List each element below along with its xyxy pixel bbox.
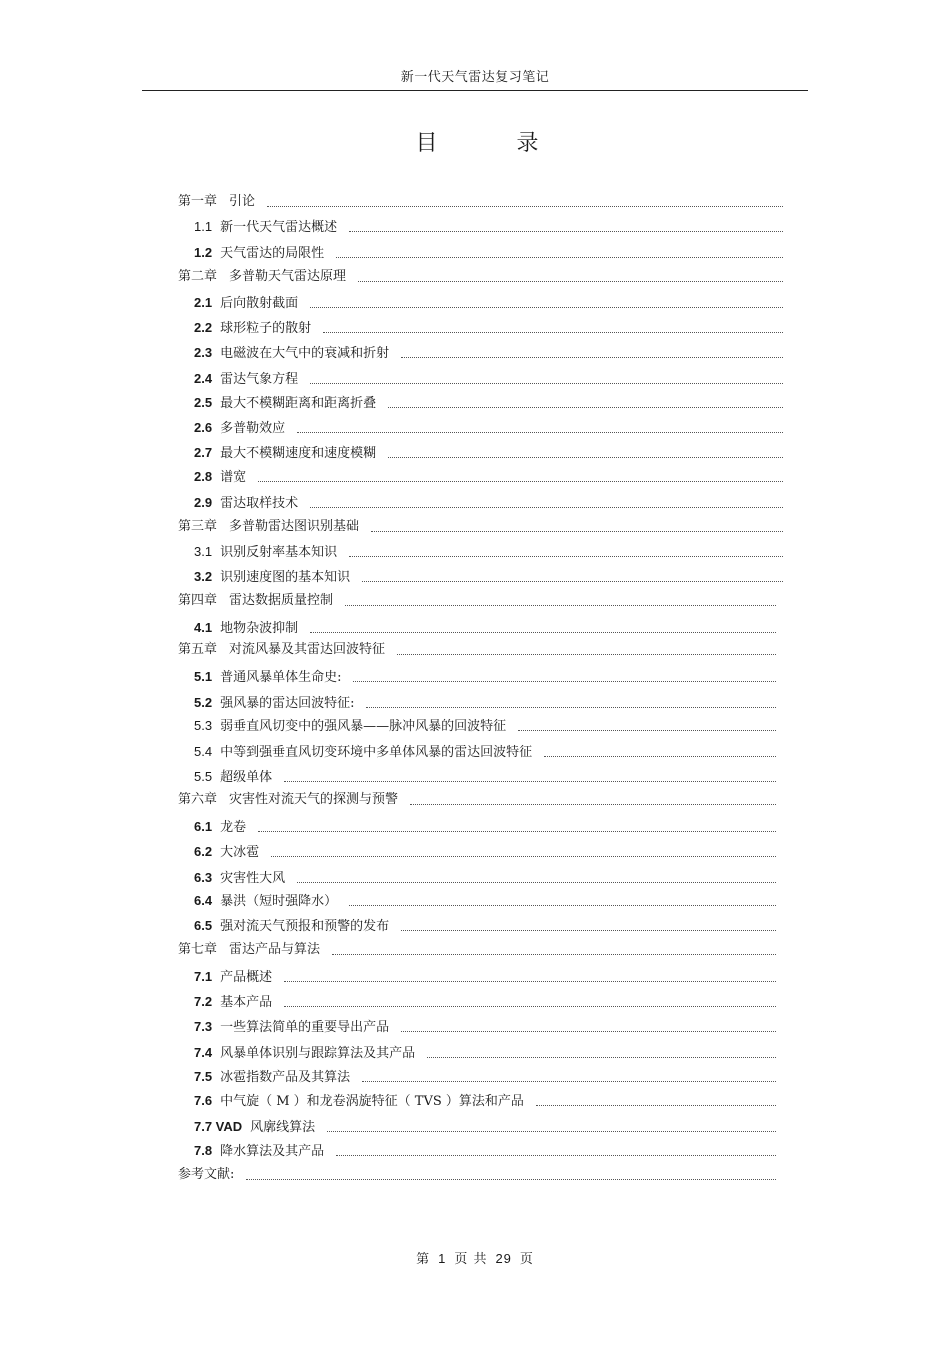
toc-entry-number: 第五章 — [178, 642, 218, 657]
toc-entry-label — [194, 292, 298, 315]
toc-dot-leader — [544, 756, 776, 757]
toc-dot-leader — [362, 1081, 776, 1082]
toc-entry-label — [194, 715, 506, 738]
toc-entry-label — [178, 789, 398, 811]
toc-entry-label — [194, 1116, 315, 1139]
toc-dot-leader — [536, 1105, 776, 1106]
toc-entry-label — [194, 392, 376, 415]
toc-entry-number: 5.2 — [194, 695, 213, 710]
toc-entry-label — [194, 991, 272, 1014]
toc-dot-leader — [310, 383, 783, 384]
toc-entry-label — [178, 191, 255, 213]
toc-entry-number: 5.5 — [194, 769, 213, 784]
running-header: 新一代天气雷达复习笔记 — [400, 70, 550, 85]
toc-dot-leader — [258, 481, 783, 482]
toc-entry-title: 最大不模糊距离和距离折叠 — [220, 396, 377, 411]
toc-entry-number: 7.2 — [194, 994, 213, 1009]
toc-entry-title: 引论 — [229, 194, 256, 209]
header-rule — [142, 90, 808, 91]
toc-entry-title: 中等到强垂直风切变环境中多单体风暴的雷达回波特征 — [220, 745, 533, 760]
toc-dot-leader — [258, 831, 776, 832]
footer-page-number: 1 — [438, 1251, 447, 1266]
toc-entry-number: 6.4 — [194, 893, 213, 908]
toc-entry-label — [194, 417, 285, 440]
toc-dot-leader — [388, 457, 783, 458]
toc-entry-title: 雷达数据质量控制 — [229, 593, 334, 608]
toc-entry-title: 识别速度图的基本知识 — [220, 570, 351, 585]
toc-entry-label — [178, 590, 333, 612]
toc-dot-leader — [327, 1131, 776, 1132]
toc-entry-title: 风廓线算法 — [250, 1120, 316, 1135]
toc-entry-title: 识别反射率基本知识 — [220, 545, 338, 560]
toc-entry-label — [178, 516, 359, 538]
toc-dot-leader — [349, 905, 776, 906]
toc-entry-title: 灾害性大风 — [220, 871, 286, 886]
toc-dot-leader — [271, 856, 776, 857]
toc-entry-number: 7.3 — [194, 1019, 213, 1034]
toc-entry-label — [194, 1042, 415, 1065]
toc-entry-title: 天气雷达的局限性 — [220, 246, 325, 261]
toc-dot-leader — [401, 930, 776, 931]
toc-entry-title: 超级单体 — [220, 770, 273, 785]
toc-dot-leader — [323, 332, 783, 333]
toc-entry-number: 第一章 — [178, 194, 218, 209]
footer-suffix: 页 — [519, 1252, 534, 1267]
toc-dot-leader — [310, 507, 783, 508]
toc-entry-number: 6.5 — [194, 918, 213, 933]
toc-entry-title: 最大不模糊速度和速度模糊 — [220, 446, 377, 461]
toc-entry-number: 第六章 — [178, 792, 218, 807]
toc-entry-number: 3.2 — [194, 569, 213, 584]
toc-entry-label — [194, 541, 337, 564]
toc-entry-title: 中气旋（ M ）和龙卷涡旋特征（ TVS ）算法和产品 — [220, 1094, 524, 1109]
toc-entry-label — [194, 342, 389, 365]
toc-entry-title: 多普勒效应 — [220, 421, 286, 436]
toc-dot-leader — [353, 681, 776, 682]
toc-dot-leader — [345, 605, 776, 606]
toc-entry-title: 龙卷 — [220, 820, 247, 835]
toc-entry-label — [194, 368, 298, 391]
toc-entry-number: 2.9 — [194, 495, 213, 510]
toc-dot-leader — [349, 556, 783, 557]
toc-entry-number: 6.1 — [194, 819, 213, 834]
toc-entry-title: 多普勒天气雷达原理 — [229, 269, 347, 284]
toc-entry-number: 7.8 — [194, 1143, 213, 1158]
toc-entry-number: 第三章 — [178, 519, 218, 534]
toc-entry-title: 强风暴的雷达回波特征: — [220, 696, 355, 711]
footer-prefix: 第 — [416, 1252, 431, 1267]
toc-dot-leader — [397, 654, 776, 655]
toc-entry-label — [194, 867, 285, 890]
toc-entry-title: 普通风暴单体生命史: — [220, 670, 342, 685]
toc-entry-number: 7.5 — [194, 1069, 213, 1084]
toc-entry-label — [194, 466, 246, 489]
toc-entry-label — [194, 317, 311, 340]
toc-entry-title: 新一代天气雷达概述 — [220, 220, 338, 235]
toc-entry-title: 谱宽 — [220, 470, 247, 485]
toc-entry-label — [194, 890, 337, 913]
toc-dot-leader — [401, 357, 783, 358]
toc-entry-title: 电磁波在大气中的衰减和折射 — [220, 346, 390, 361]
toc-entry-number: 7.6 — [194, 1093, 213, 1108]
toc-dot-leader — [284, 1006, 776, 1007]
toc-entry-number: 3.1 — [194, 544, 213, 559]
toc-entry-label — [194, 242, 324, 265]
toc-dot-leader — [336, 257, 783, 258]
toc-entry-label — [194, 1066, 350, 1089]
footer-total-pages: 29 — [495, 1251, 512, 1266]
toc-entry-number: 2.6 — [194, 420, 213, 435]
toc-entry-title: 大冰雹 — [220, 845, 260, 860]
toc-entry-number: 4.1 — [194, 620, 213, 635]
toc-entry-title: 暴洪（短时强降水） — [220, 894, 338, 909]
toc-entry-number: 7.1 — [194, 969, 213, 984]
toc-dot-leader — [336, 1155, 776, 1156]
toc-dot-leader — [401, 1031, 776, 1032]
toc-entry-title: 冰雹指数产品及其算法 — [220, 1070, 351, 1085]
toc-entry-title: 地物杂波抑制 — [220, 621, 299, 636]
toc-entry-number: 6.3 — [194, 870, 213, 885]
toc-entry-label — [194, 841, 259, 864]
toc-dot-leader — [362, 581, 783, 582]
toc-dot-leader — [284, 981, 776, 982]
toc-entry-title: 对流风暴及其雷达回波特征 — [229, 642, 386, 657]
toc-dot-leader — [371, 531, 783, 532]
toc-entry-number: 6.2 — [194, 844, 213, 859]
toc-entry-label — [178, 639, 385, 661]
toc-entry-label — [194, 816, 246, 839]
toc-entry-label — [178, 939, 320, 961]
toc-dot-leader — [388, 407, 783, 408]
toc-entry-number: 2.3 — [194, 345, 213, 360]
footer-mid: 页 共 — [454, 1252, 488, 1267]
toc-dot-leader — [246, 1179, 776, 1180]
toc-entry-label — [194, 1016, 389, 1039]
toc-entry-label — [194, 692, 354, 715]
toc-entry-title: 一些算法简单的重要导出产品 — [220, 1020, 390, 1035]
toc-entry-label — [194, 1090, 524, 1113]
toc-entry-number: 第七章 — [178, 942, 218, 957]
toc-entry-label — [194, 566, 350, 589]
toc-entry-label — [194, 492, 298, 515]
toc-entry-number: 第四章 — [178, 593, 218, 608]
toc-entry-title: 后向散射截面 — [220, 296, 299, 311]
toc-entry-number: 2.4 — [194, 371, 213, 386]
toc-entry-title: 基本产品 — [220, 995, 273, 1010]
toc-entry-number: 2.1 — [194, 295, 213, 310]
toc-entry-label — [178, 1164, 234, 1186]
toc-entry-number: 1.2 — [194, 245, 213, 260]
toc-entry-label — [194, 915, 389, 938]
toc-dot-leader — [284, 781, 776, 782]
toc-entry-number: 5.1 — [194, 669, 213, 684]
toc-dot-leader — [297, 432, 783, 433]
toc-dot-leader — [332, 954, 776, 955]
toc-entry-title: 弱垂直风切变中的强风暴——脉冲风暴的回波特征 — [220, 719, 507, 734]
toc-entry-number: 2.7 — [194, 445, 213, 460]
toc-entry-title: 风暴单体识别与跟踪算法及其产品 — [220, 1046, 416, 1061]
page-footer — [0, 1248, 950, 1267]
toc-entry-label — [178, 266, 346, 288]
toc-entry-title: 雷达气象方程 — [220, 372, 299, 387]
toc-dot-leader — [310, 307, 783, 308]
toc-dot-leader — [349, 231, 783, 232]
page-title: 目 录 — [415, 131, 575, 156]
toc-entry-title: 雷达取样技术 — [220, 496, 299, 511]
toc-dot-leader — [410, 804, 776, 805]
toc-dot-leader — [427, 1057, 776, 1058]
toc-entry-title: 球形粒子的散射 — [220, 321, 312, 336]
toc-entry-label — [194, 442, 376, 465]
toc-entry-title: 强对流天气预报和预警的发布 — [220, 919, 390, 934]
toc-entry-number: 2.8 — [194, 469, 213, 484]
toc-entry-label — [194, 617, 298, 640]
toc-dot-leader — [310, 632, 776, 633]
toc-entry-number: 2.2 — [194, 320, 213, 335]
toc-entry-title: 产品概述 — [220, 970, 273, 985]
toc-entry-number: 参考文献: — [178, 1167, 235, 1182]
toc-entry-label — [194, 766, 272, 789]
toc-entry-number: 5.4 — [194, 744, 213, 759]
toc-entry-label — [194, 666, 341, 689]
toc-entry-number: 7.7 VAD — [194, 1119, 243, 1134]
toc-entry-label — [194, 741, 532, 764]
toc-dot-leader — [358, 281, 783, 282]
toc-entry-number: 7.4 — [194, 1045, 213, 1060]
toc-entry-label — [194, 1140, 324, 1163]
toc-entry-label — [194, 966, 272, 989]
toc-dot-leader — [518, 730, 776, 731]
toc-dot-leader — [366, 707, 776, 708]
toc-entry-number: 5.3 — [194, 718, 213, 733]
toc-entry-title: 多普勒雷达图识别基础 — [229, 519, 360, 534]
toc-entry-title: 降水算法及其产品 — [220, 1144, 325, 1159]
toc-entry-label — [194, 216, 337, 239]
toc-dot-leader — [267, 206, 783, 207]
toc-dot-leader — [297, 882, 776, 883]
toc-entry-title: 雷达产品与算法 — [229, 942, 321, 957]
toc-entry-number: 1.1 — [194, 219, 213, 234]
toc-entry-number: 2.5 — [194, 395, 213, 410]
toc-entry-title: 灾害性对流天气的探测与预警 — [229, 792, 399, 807]
toc-entry-number: 第二章 — [178, 269, 218, 284]
